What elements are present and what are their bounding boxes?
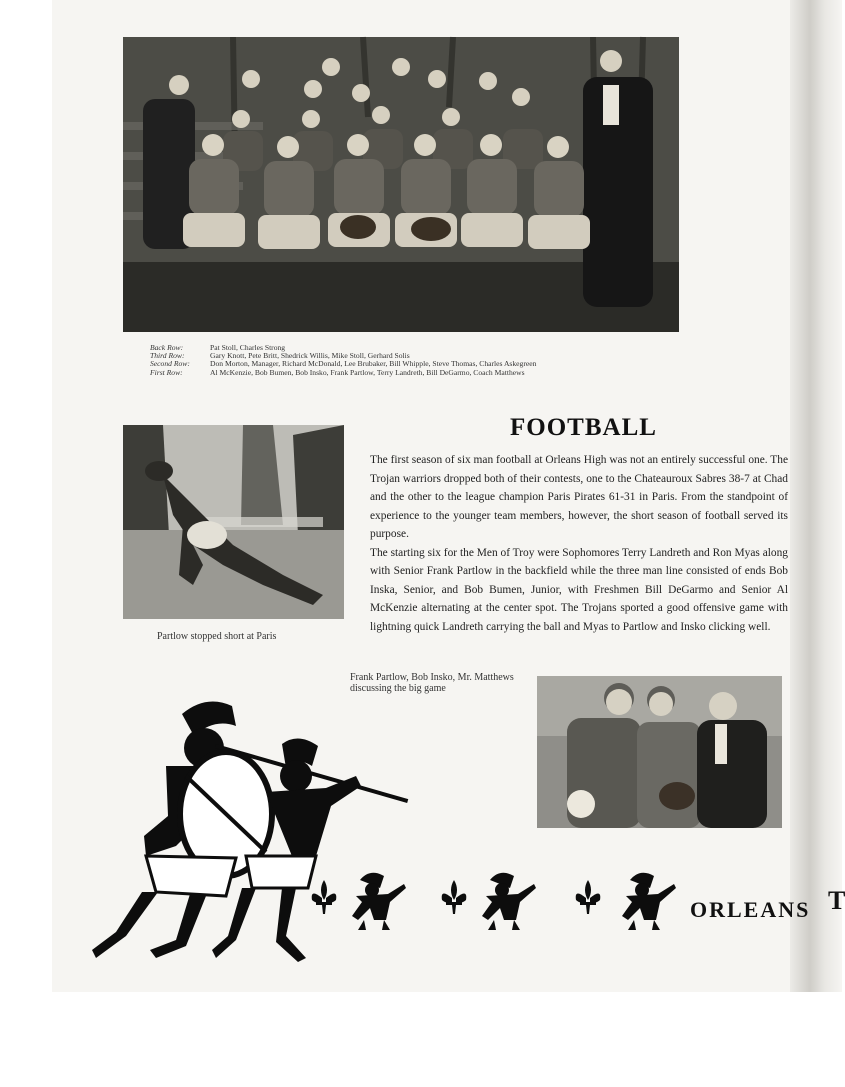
- roster-row-label: Back Row:: [150, 343, 184, 352]
- article-paragraph: The starting six for the Men of Troy were Sophomores Terry Landreth and Ron Myas along with Senior Frank Partlow in the backfield while the three man line consisted of ends Bob Inska, Senior, and Bob Bumen, Junior, with Freshmen Bill DeGarmo and Senior Al McKenzie alternating at the center spot. The Trojans sported a good offensive game with lightning quick Landreth carrying the ball and Myas to Partlow and Insko clicking well.: [370, 546, 788, 633]
- roster-row-names: Al McKenzie, Bob Bumen, Bob Insko, Frank Partlow, Terry Landreth, Bill DeGarmo, Coach Matthews: [210, 367, 525, 377]
- page-gutter: [790, 0, 840, 992]
- small-trojan-warrior-icon: [622, 873, 676, 930]
- roster-row-names: Gary Knott, Pete Britt, Shedrick Willis, Mike Stoll, Gerhard Solis: [210, 351, 410, 361]
- tackle-photo: [123, 425, 344, 619]
- roster-row-label: Second Row:: [150, 359, 190, 369]
- roster-row-names: Pat Stoll, Charles Strong: [210, 343, 286, 352]
- small-trojan-warrior-icon: [352, 873, 406, 930]
- trojan-warrior-icon: [86, 696, 426, 976]
- fleur-de-lis-icon: [576, 880, 601, 914]
- discussion-photo: [537, 676, 782, 828]
- tackle-caption: Partlow stopped short at Paris: [157, 631, 277, 642]
- roster-row-names: Don Morton, Manager, Richard McDonald, Lee Brubaker, Bill Whipple, Steve Thomas, Charles Askegreen: [210, 359, 537, 369]
- article-paragraph: The first season of six man football at Orleans High was not an entirely successful one. The Trojan warriors dropped both of their contests, one to the Chateauroux Sabres 38-7 at Chad and the other to the league champion Paris Pirates 61-31 in Paris. From the standpoint of experience to the younger team members, however, the short season of football served its purpose.: [370, 454, 788, 540]
- roster-caption: [150, 344, 536, 377]
- school-name-banner: ORLEANS: [690, 897, 811, 922]
- roster-row-label: First Row:: [150, 367, 183, 377]
- tackle-photo-scene: [123, 425, 344, 619]
- fleur-de-lis-icon: [312, 880, 337, 914]
- small-trojan-warrior-icon: [482, 873, 536, 930]
- discussion-photo-scene: [537, 676, 782, 828]
- next-page-letter: T: [828, 886, 845, 915]
- fleur-de-lis-icon: [442, 880, 467, 914]
- roster-row-first: [150, 369, 536, 377]
- roster-row-label: Third Row:: [150, 351, 185, 361]
- discussion-caption: Frank Partlow, Bob Insko, Mr. Matthews discussing the big game: [350, 672, 514, 694]
- mascot-border-strip: [310, 860, 690, 930]
- team-photo: [123, 37, 679, 332]
- article-body: [370, 451, 788, 636]
- article-title: FOOTBALL: [510, 414, 657, 441]
- team-photo-scene: [123, 37, 679, 332]
